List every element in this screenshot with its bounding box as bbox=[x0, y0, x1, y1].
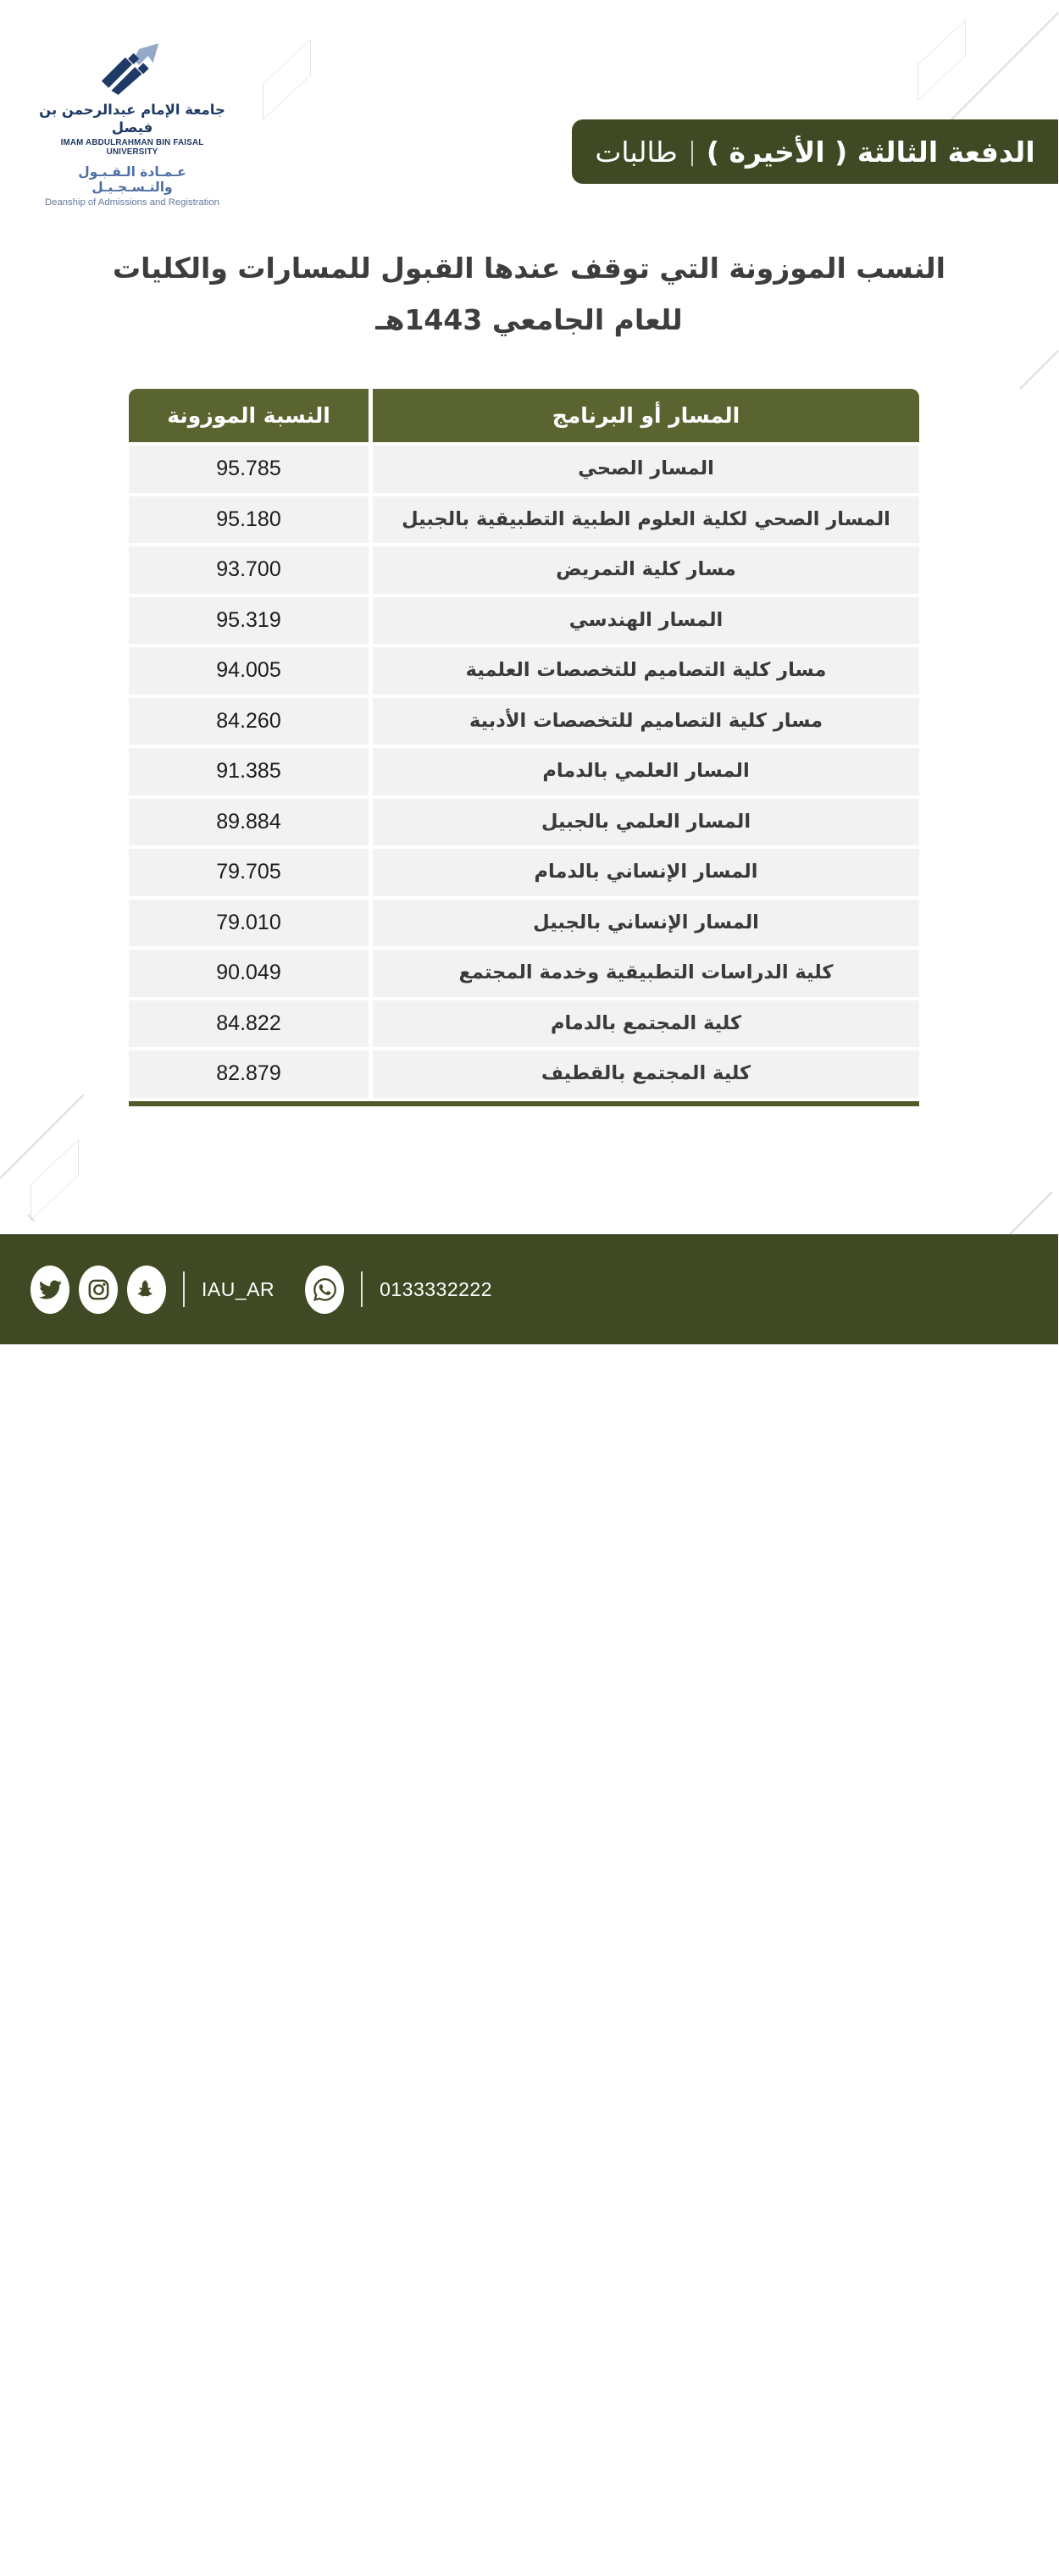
phone-number: 0133332222 bbox=[380, 1277, 493, 1300]
table-row bbox=[129, 647, 919, 695]
table-bottom-border bbox=[129, 1101, 919, 1106]
table-row bbox=[129, 900, 919, 947]
footer-divider bbox=[183, 1271, 185, 1307]
decorative-diagonal-line bbox=[1019, 350, 1058, 389]
program-cell: المسار الإنساني بالجبيل bbox=[373, 900, 919, 947]
deanship-name-english: Deanship of Admissions and Registration bbox=[45, 197, 219, 208]
page-title-line2: للعام الجامعي 1443هـ bbox=[375, 303, 683, 337]
percent-cell: 89.884 bbox=[129, 799, 369, 846]
batch-label: الدفعة الثالثة ( الأخيرة ) bbox=[706, 135, 1035, 169]
percent-cell: 84.260 bbox=[129, 698, 369, 745]
deanship-name-arabic: عـمـادة الـقـبـول والتـسـجـيـل bbox=[78, 164, 186, 196]
page-title bbox=[0, 242, 1058, 346]
instagram-icon bbox=[79, 1266, 118, 1314]
university-name-arabic: جامعة الإمام عبدالرحمن بن فيصل bbox=[39, 102, 225, 136]
batch-banner bbox=[572, 119, 1058, 184]
banner-separator: | bbox=[687, 136, 696, 167]
percent-cell: 90.049 bbox=[129, 950, 369, 997]
percent-cell: 95.785 bbox=[129, 446, 369, 493]
footer-contact-group bbox=[30, 1234, 492, 1344]
column-header-program: المسار أو البرنامج bbox=[373, 389, 919, 442]
table-header-row bbox=[129, 389, 919, 442]
program-cell: مسار كلية التمريض bbox=[373, 546, 919, 594]
program-cell: المسار الصحي bbox=[373, 446, 919, 493]
percent-cell: 82.879 bbox=[129, 1050, 369, 1098]
table-row bbox=[129, 446, 919, 493]
table-row bbox=[129, 849, 919, 896]
twitter-icon bbox=[30, 1266, 69, 1314]
footer-bar bbox=[0, 1234, 1058, 2564]
percent-cell: 91.385 bbox=[129, 748, 369, 795]
table-row bbox=[129, 748, 919, 795]
column-header-percent: النسبة الموزونة bbox=[129, 389, 369, 442]
social-handle: IAU_AR bbox=[202, 1277, 275, 1300]
university-logo-mark bbox=[97, 41, 167, 95]
table-row bbox=[129, 799, 919, 846]
audience-label: طالبات bbox=[595, 135, 678, 169]
ufuq-logo bbox=[936, 2473, 1046, 2573]
program-cell: كلية الدراسات التطبيقية وخدمة المجتمع bbox=[373, 950, 919, 997]
table-row bbox=[129, 597, 919, 645]
percent-cell: 95.180 bbox=[129, 496, 369, 544]
percent-cell: 79.010 bbox=[129, 900, 369, 947]
university-name-english: IMAM ABDULRAHMAN BIN FAISAL UNIVERSITY bbox=[60, 138, 204, 158]
table-row bbox=[129, 1050, 919, 1098]
page-title-line1: النسب الموزونة التي توقف عندها القبول للمسارات والكليات bbox=[112, 252, 945, 285]
program-cell: كلية المجتمع بالقطيف bbox=[373, 1050, 919, 1098]
decorative-diagonal-line bbox=[951, 12, 1058, 119]
percent-cell: 93.700 bbox=[129, 546, 369, 594]
program-cell: المسار الهندسي bbox=[373, 597, 919, 645]
program-cell: المسار الإنساني بالدمام bbox=[373, 849, 919, 896]
program-cell: مسار كلية التصاميم للتخصصات الأدبية bbox=[373, 698, 919, 745]
decorative-parallelogram bbox=[30, 1139, 79, 1221]
percent-cell: 95.319 bbox=[129, 597, 369, 645]
decorative-parallelogram bbox=[918, 19, 966, 101]
program-cell: كلية المجتمع بالدمام bbox=[373, 1000, 919, 1048]
table-row bbox=[129, 496, 919, 544]
program-cell: المسار الصحي لكلية العلوم الطبية التطبيقية بالجبيل bbox=[373, 496, 919, 544]
ufuq-name-english: Ufuq bbox=[976, 2551, 1001, 2564]
table-row bbox=[129, 546, 919, 594]
snapchat-icon bbox=[127, 1266, 166, 1314]
table-body bbox=[129, 446, 919, 1098]
program-cell: المسار العلمي بالدمام bbox=[373, 748, 919, 795]
percent-cell: 79.705 bbox=[129, 849, 369, 896]
percent-cell: 84.822 bbox=[129, 1000, 369, 1048]
table-row bbox=[129, 698, 919, 745]
percent-cell: 94.005 bbox=[129, 647, 369, 695]
table-row bbox=[129, 950, 919, 997]
decorative-parallelogram bbox=[263, 39, 311, 120]
ufuq-name-arabic: أفـق bbox=[946, 2517, 1004, 2546]
whatsapp-icon bbox=[305, 1266, 344, 1314]
university-logo bbox=[38, 41, 226, 208]
program-cell: المسار العلمي بالجبيل bbox=[373, 799, 919, 846]
footer-divider bbox=[361, 1271, 363, 1307]
program-cell: مسار كلية التصاميم للتخصصات العلمية bbox=[373, 647, 919, 695]
table-row bbox=[129, 1000, 919, 1048]
cutoff-table bbox=[129, 389, 919, 1106]
